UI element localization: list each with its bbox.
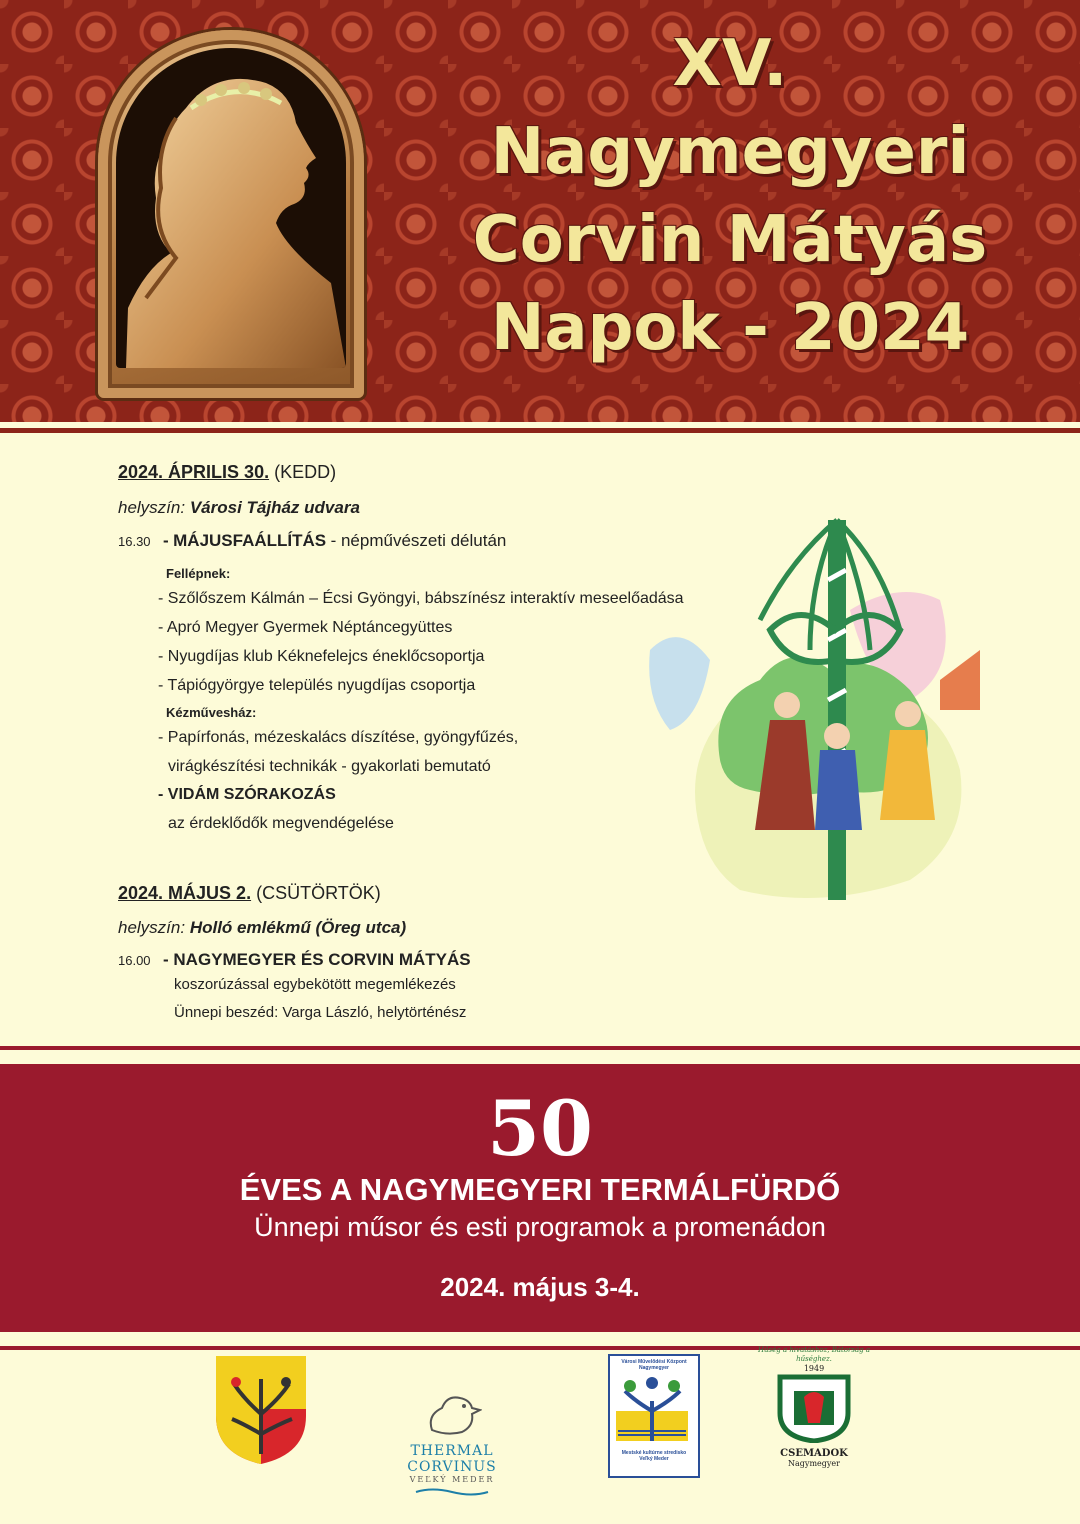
performer-item: - Apró Megyer Gyermek Néptáncegyüttes <box>158 619 453 636</box>
csemadok-year: 1949 <box>803 1364 825 1373</box>
event1-title-suffix: - népművészeti délután <box>330 531 507 550</box>
event1-date-line <box>118 462 336 483</box>
performer-item: - Tápiógyörgye település nyugdíjas csoportja <box>158 677 476 694</box>
culture-bottom1: Mestské kultúrne stredisko <box>621 1450 687 1456</box>
place-label: helyszín: <box>118 498 186 517</box>
king-profile-image <box>116 48 346 368</box>
event1-title-line <box>118 531 506 551</box>
event1-date: 2024. ÁPRILIS 30. <box>118 462 270 482</box>
title-line: XV. <box>672 27 788 101</box>
thermal-name: THERMAL CORVINUS <box>407 1443 497 1475</box>
csemadok-motto: Hűség a hivatáshoz, Bátorság a hűséghez. <box>757 1346 871 1363</box>
event1-time: 16.30 <box>118 534 151 549</box>
anniversary-number: 50 <box>487 1084 593 1173</box>
event2-date-line <box>118 883 381 904</box>
thermal-sub: VEĽKÝ MEDER <box>409 1475 495 1484</box>
thermal-corvinus-logo <box>366 1390 538 1484</box>
craft-item: virágkészítési technikák - gyakorlati bemutató <box>168 758 491 775</box>
event2-date: 2024. MÁJUS 2. <box>118 883 252 903</box>
event1-place-line <box>118 498 360 518</box>
festival-title <box>470 20 990 372</box>
anniversary-subtitle: Ünnepi műsor és esti programok a promenádon <box>254 1212 826 1242</box>
divider <box>0 428 1080 433</box>
event2-speech: Ünnepi beszéd: Varga László, helytörténész <box>174 1004 467 1021</box>
event2-time: 16.00 <box>118 953 151 968</box>
event1-day: (KEDD) <box>274 462 337 482</box>
event2-sub: koszorúzással egybekötött megemlékezés <box>174 976 456 993</box>
culture-top1: Városi Művelődési Központ <box>621 1359 687 1365</box>
event1-title: MÁJUSFAÁLLÍTÁS <box>173 531 327 550</box>
event2-place-line <box>118 918 406 938</box>
sponsor-logos <box>0 1340 1080 1524</box>
header-banner <box>0 0 1080 422</box>
event2-title-line <box>118 950 471 970</box>
title-line: Napok - 2024 <box>490 291 970 365</box>
culture-top2: Nagymegyer <box>638 1365 669 1371</box>
anniversary-title: ÉVES A NAGYMEGYERI TERMÁLFÜRDŐ <box>239 1172 841 1207</box>
place-label: helyszín: <box>118 918 186 937</box>
portrait-relief <box>116 48 346 368</box>
performer-item: - Szőlőszem Kálmán – Écsi Gyöngyi, bábszínész interaktív meseelőadása <box>158 590 684 607</box>
maypole-dance-illustration <box>640 500 980 920</box>
csemadok-town: Nagymegyer <box>788 1459 840 1468</box>
wave-icon <box>412 1487 492 1497</box>
performer-item: - Nyugdíjas klub Kéknefelejcs éneklőcsoportja <box>158 648 485 665</box>
fun-sub: az érdeklődők megvendégelése <box>168 815 394 832</box>
maypole-drawing <box>640 500 980 920</box>
csemadok-emblem-icon <box>776 1373 852 1443</box>
csemadok-name: CSEMADOK <box>780 1448 848 1459</box>
portrait-frame <box>98 30 364 398</box>
fun-title: - VIDÁM SZÓRAKOZÁS <box>158 786 336 803</box>
csemadok-logo <box>756 1346 872 1496</box>
culture-bottom2: Veľký Meder <box>639 1456 669 1462</box>
event1-place: Városi Tájház udvara <box>189 498 360 517</box>
event1-dash: - <box>163 531 169 550</box>
craft-item: - Papírfonás, mézeskalács díszítése, gyöngyfűzés, <box>158 729 519 746</box>
performers-label: Fellépnek: <box>166 566 231 581</box>
raven-icon <box>422 1390 482 1438</box>
event2-title: - NAGYMEGYER ÉS CORVIN MÁTYÁS <box>163 950 471 969</box>
title-line: Nagymegyeri <box>490 115 970 189</box>
anniversary-banner <box>0 1064 1080 1332</box>
craft-label: Kézművesház: <box>166 705 257 720</box>
coat-of-arms-logo <box>214 1354 308 1466</box>
anniversary-date: 2024. május 3-4. <box>440 1272 640 1302</box>
divider <box>0 1046 1080 1050</box>
coat-of-arms-icon <box>214 1354 308 1466</box>
tree-icon <box>610 1371 694 1445</box>
event2-day: (CSÜTÖRTÖK) <box>256 883 381 903</box>
title-line: Corvin Mátyás <box>472 203 988 277</box>
cultural-centre-logo <box>608 1354 700 1478</box>
event2-place: Holló emlékmű (Öreg utca) <box>189 918 407 937</box>
